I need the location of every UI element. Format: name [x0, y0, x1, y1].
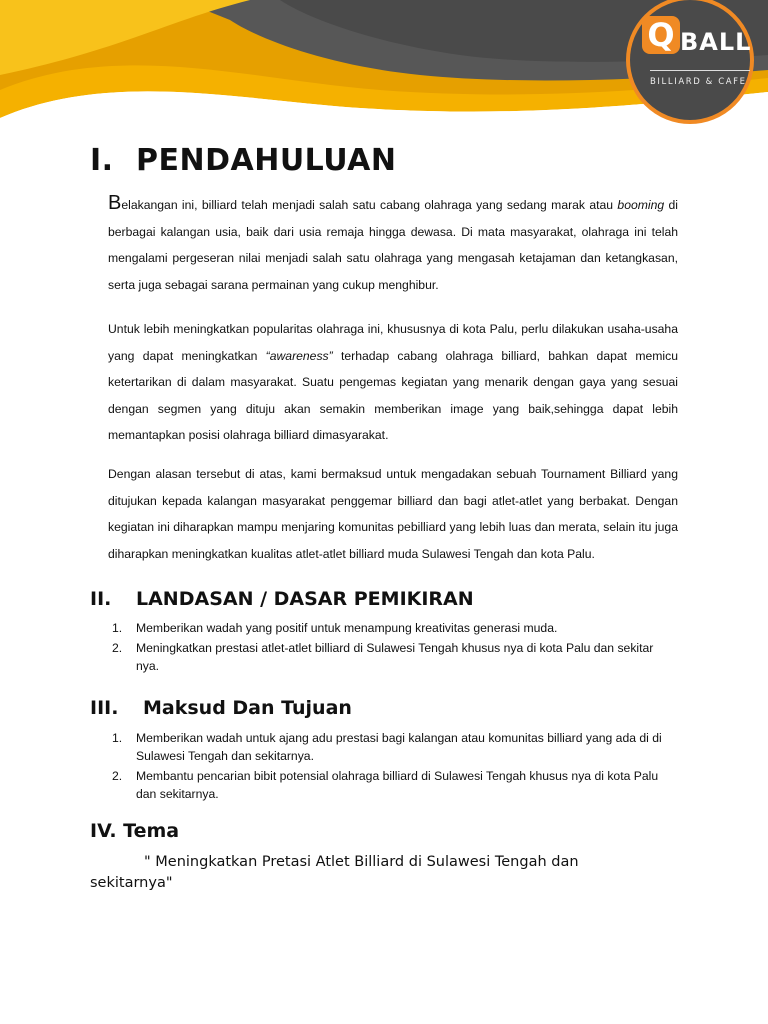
list-item — [108, 767, 678, 803]
list-item — [108, 639, 678, 675]
section-1-number: I. — [90, 143, 114, 178]
list-item — [108, 619, 678, 637]
logo-q-mark: Q — [642, 16, 680, 54]
logo-divider — [650, 70, 750, 71]
drop-cap: B — [108, 192, 122, 214]
list-number: 2. — [112, 641, 123, 655]
paragraph-2-text-b: terhadap cabang olahraga billiard, bahkan dapat memicu ketertarikan di dalam masyarakat. Suatu pengemas kegiatan yang menarik dengan gaya yang sesuai dengan segmen yang dituju akan semakin memberikan image yang baik,sehingga dapat lebih memantapkan posisi olahraga billiard dimasyarakat. — [108, 348, 678, 442]
list-number: 1. — [112, 731, 123, 745]
logo-tagline: BILLIARD & CAFE — [650, 77, 747, 87]
paragraph-2 — [108, 316, 678, 449]
list-text: Memberikan wadah untuk ajang adu prestasi bagi kalangan atau komunitas billiard yang ada di di Sulawesi Tengah dan sekitarnya. — [136, 731, 662, 763]
list-item — [108, 729, 678, 765]
list-number: 1. — [112, 621, 123, 635]
section-1-heading — [90, 143, 397, 178]
tema-text: " Meningkatkan Pretasi Atlet Billiard di Sulawesi Tengah dan sekitarnya" — [90, 854, 579, 891]
paragraph-1-text-b: di berbagai kalangan usia, baik dari usia remaja hingga dewasa. Di mata masyarakat, olahraga ini telah mengalami pergeseran nilai menjadi salah satu olahraga yang mengasah ketajaman dan ketangkasan, serta juga sebagai sarana permainan yang cukup menghibur. — [108, 198, 679, 292]
section-1-title: PENDAHULUAN — [136, 143, 397, 178]
qball-logo — [626, 0, 768, 128]
logo-wordmark: BALL — [680, 28, 752, 56]
list-text: Memberikan wadah yang positif untuk menampung kreativitas generasi muda. — [136, 621, 558, 635]
section-2-number: II. — [90, 588, 112, 610]
paragraph-1-emphasis: booming — [617, 198, 665, 212]
paragraph-2-text-a: Untuk lebih meningkatkan popularitas olahraga ini, khususnya di kota Palu, perlu dilakukan usaha-usaha yang dapat meningkatkan — [108, 322, 678, 363]
section-3-heading — [90, 697, 352, 719]
paragraph-2-emphasis: “awareness” — [265, 348, 333, 363]
section-3-list — [108, 729, 678, 805]
list-text: Membantu pencarian bibit potensial olahraga billiard di Sulawesi Tengah khusus nya di kota Palu dan sekitarnya. — [136, 769, 659, 801]
paragraph-1 — [108, 190, 678, 298]
list-text: Meningkatkan prestasi atlet-atlet billiard di Sulawesi Tengah khusus nya di kota Palu dan sekitar nya. — [136, 641, 654, 673]
list-number: 2. — [112, 769, 123, 783]
section-3-title: Maksud Dan Tujuan — [143, 697, 352, 719]
section-4-heading: IV. Tema — [90, 820, 180, 842]
section-2-heading — [90, 588, 474, 610]
section-3-number: III. — [90, 697, 119, 719]
paragraph-1-text-a: elakangan ini, billiard telah menjadi salah satu cabang olahraga yang sedang marak atau — [121, 198, 618, 212]
section-2-list — [108, 619, 678, 677]
paragraph-3: Dengan alasan tersebut di atas, kami bermaksud untuk mengadakan sebuah Tournament Billiard yang ditujukan kepada kalangan masyarakat penggemar billiard dan bagi atlet-atlet yang berbakat. Dengan kegiatan ini diharapkan mampu menjaring komunitas pebilliard yang lebih luas dan merata, selain itu juga diharapkan meningkatkan kualitas atlet-atlet billiard muda Sulawesi Tengah dan kota Palu. — [108, 467, 678, 561]
section-2-title: LANDASAN / DASAR PEMIKIRAN — [136, 588, 474, 610]
